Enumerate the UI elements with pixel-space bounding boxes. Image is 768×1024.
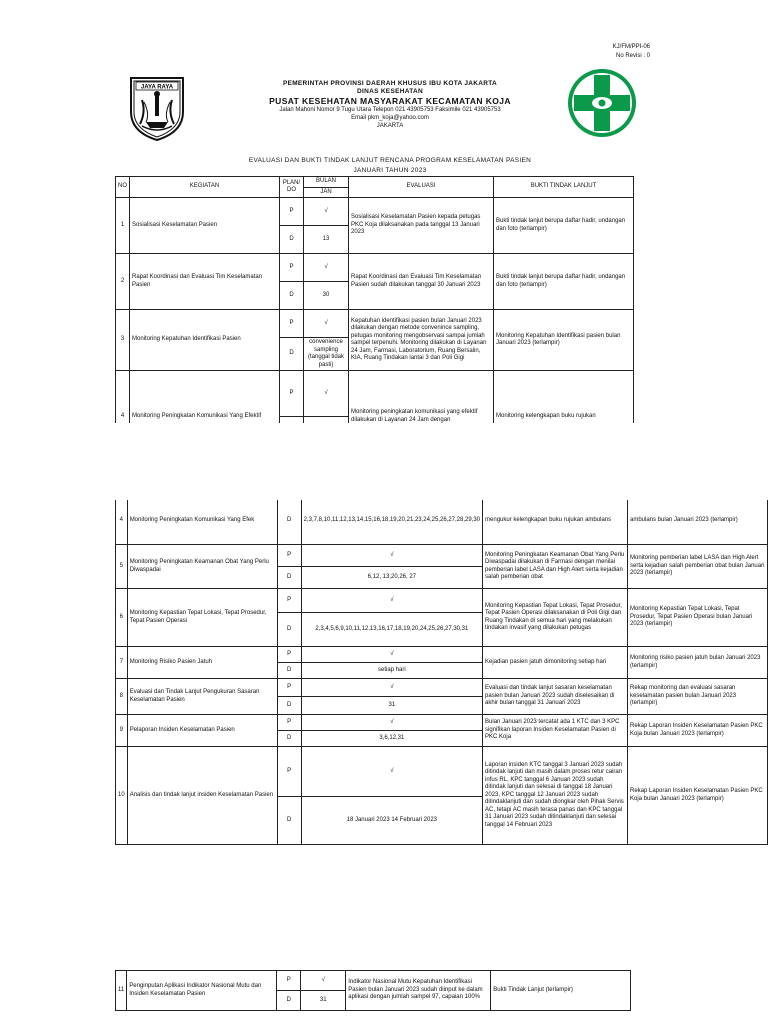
table-row — [116, 971, 631, 991]
row-evaluasi: Monitoring peningkatan komunikasi yang efektif dilakukan di Layanan 24 Jam dengan — [349, 371, 494, 424]
row-kegiatan: Monitoring Risiko Pasien Jatuh — [127, 647, 277, 679]
row-bukti: Rekap monitoring dan evaluasi sasaran keselamatan pasien bulan Januari 2023 (terlampir) — [628, 679, 768, 715]
plan-check: √ — [301, 971, 346, 991]
email: Email pkm_koja@yahoo.com — [351, 115, 429, 121]
plan-marker: P — [280, 371, 304, 417]
plan-marker: P — [277, 679, 301, 697]
row-no: 9 — [116, 715, 128, 747]
row-bukti: Bukti tindak lanjut berupa daftar hadir, undangan dan foto (terlampir) — [494, 254, 634, 310]
table-row — [116, 715, 768, 731]
evaluation-table-page-1 — [115, 176, 634, 423]
row-no: 11 — [116, 971, 127, 1011]
page-3-table-region — [0, 970, 768, 1024]
do-marker: D — [280, 338, 304, 371]
do-value: 30 — [304, 282, 349, 310]
plan-marker: P — [277, 715, 301, 731]
row-no: 10 — [116, 747, 128, 845]
title-line-1: EVALUASI DAN BUKTI TINDAK LANJUT RENCANA PROGRAM KESELAMATAN PASIEN — [248, 157, 532, 164]
plan-marker: P — [280, 254, 304, 282]
page-1-table-region — [0, 176, 768, 423]
agency-name: DINAS KESEHATAN — [356, 88, 423, 95]
row-kegiatan: Sosialisasi Keselamatan Pasien — [130, 198, 280, 254]
plan-marker: P — [277, 545, 301, 567]
plan-check: √ — [304, 254, 349, 282]
do-marker: D — [277, 797, 301, 845]
do-marker: D — [277, 613, 301, 647]
row-kegiatan: Pelaporan Insiden Keselamatan Pasien — [127, 715, 277, 747]
plan-marker: P — [277, 747, 301, 797]
do-marker: D — [277, 567, 301, 589]
plan-check: √ — [301, 647, 482, 663]
row-evaluasi: Rapat Koordinasi dan Evaluasi Tim Keselamatan Pasien sudah dilakukan tanggal 30 Januari 2023 — [349, 254, 494, 310]
row-no: 4 — [116, 371, 130, 424]
row-kegiatan: Analisis dan tindak lanjut insiden Keselamatan Pasien — [127, 747, 277, 845]
document-title — [180, 156, 600, 176]
row-bukti: Bukti tindak lanjut berupa daftar hadir, undangan dan foto (terlampir) — [494, 198, 634, 254]
plan-check: √ — [301, 589, 482, 613]
do-value: 18 Januari 2023 14 Februari 2023 — [301, 797, 482, 845]
row-evaluasi: Kejadian pasien jatuh dimonitoring setiap hari — [483, 647, 628, 679]
do-marker: D — [277, 991, 301, 1011]
address: Jalan Mahoni Nomor 9 Tugu Utara Telepon 021 43905753 Faksimile 021 43905753 — [279, 107, 501, 113]
table-row — [116, 500, 768, 545]
letterhead — [200, 80, 580, 130]
row-no: 5 — [116, 545, 128, 589]
title-line-2: JANUARI TAHUN 2023 — [353, 167, 427, 174]
row-kegiatan: Penginputan Aplikasi Indikator Nasional Mutu dan Insiden Keselamatan Pasien — [127, 971, 277, 1011]
row-bukti: Monitoring pemberian label LASA dan High Alert serta kejadian salah pemberian obat bulan Januari 2023 (terlampir) — [628, 545, 768, 589]
row-bukti: ambulans bulan Januari 2023 (terlampir) — [628, 500, 768, 545]
header-jan: JAN — [304, 187, 349, 198]
do-value: 2,3,7,8,10,11,12,13,14,15,16,18,19,20,21,23,24,25,26,27,28,29,30 — [301, 500, 482, 545]
row-bukti: Rekap Laporan Insiden Keselamatan Pasien PKC Koja bulan Januari 2023 (terlampir) — [628, 715, 768, 747]
do-value: 2,3,4,5,6,9,10,11,12,13,16,17,18,19,20,24,25,26,27,30,31 — [301, 613, 482, 647]
row-bukti: Monitoring Kepastian Tepat Lokasi, Tepat Prosedur, Tepat Pasien Operasi bulan Januari 2023 (terlampir) — [628, 589, 768, 647]
page-2-table-region — [0, 500, 768, 880]
plan-marker: P — [277, 589, 301, 613]
do-value: 6,12, 13,20,26, 27 — [301, 567, 482, 589]
row-evaluasi: Bulan Januari 2023 tercatat ada 1 KTC dan 3 KPC signifikan laporan Insiden Keselamatan Pasien di PKC Koja — [483, 715, 628, 747]
plan-check: √ — [301, 679, 482, 697]
plan-check: √ — [304, 198, 349, 226]
row-kegiatan: Evaluasi dan Tindak Lanjut Pengukuran Sasaran Keselamatan Pasien — [127, 679, 277, 715]
header-bulan: BULAN — [304, 177, 349, 188]
plan-check: √ — [304, 310, 349, 338]
do-value: convenience sampling (tanggal tidak pasti) — [304, 338, 349, 371]
row-evaluasi: Laporan insiden KTC tanggal 3 Januari 2023 sudah ditindak lanjuti dan masih dalam proses retur cairan infus RL, KPC tanggal 6 Januari 2023 sudah ditindak lanjuti dan selesai di tanggal 18 Januari 2023, KPC tanggal 12 Januari 2023 sudah ditindaklanjuti dan sudah diongkar oleh Pihak Servis AC, tetapi AC masih terasa panas dan KPC tanggal 31 Januari 2023 sudah ditindaklanjuti dan selesai tanggal 14 Februari 2023 — [483, 747, 628, 845]
city: JAKARTA — [376, 123, 404, 129]
plan-check: √ — [301, 747, 482, 797]
header-no: NO — [116, 177, 130, 198]
table-row — [116, 371, 634, 417]
row-evaluasi: Monitoring Kepastian Tepat Lokasi, Tepat Prosedur, Tepat Pasien Operasi dilaksanakan di Poli Gigi dan Ruang Tindakan di semua hari yang melakukan tindakan invasif yang dilakukan petugas — [483, 589, 628, 647]
row-bukti: Monitoring risiko pasien jatuh bulan Januari 2023 (terlampir) — [628, 647, 768, 679]
row-evaluasi: Sosialisasi Keselamatan Pasien kepada petugas PKC Koja dilaksanakan pada tanggal 13 Januari 2023 — [349, 198, 494, 254]
do-marker: D — [277, 731, 301, 747]
row-evaluasi: Indikator Nasional Mutu Kepatuhan Identifikasi Pasien bulan Januari 2023 sudah diinput ke dalam aplikasi dengan jumlah sampel 97, capaian 100% — [346, 971, 491, 1011]
logo-text: JAYA RAYA — [140, 84, 174, 91]
row-kegiatan: Monitoring Kepatuhan Identifikasi Pasien — [130, 310, 280, 371]
row-no: 2 — [116, 254, 130, 310]
row-evaluasi: Kepatuhan identifikasi pasien bulan Januari 2023 dilakukan dengan metode convenince sampling, petugas monitoring mengobservasi sampai jumlah sampel terpenuhi. Monitoring dilakukan di Layanan 24 Jam, Farmasi, Laboratorium, Ruang Bersalin, KIA, Ruang Tindakan lantai 3 dan Poli Gigi — [349, 310, 494, 371]
do-marker: D — [280, 282, 304, 310]
header-plan-do: PLAN/ DO — [280, 177, 304, 198]
do-marker: D — [277, 663, 301, 679]
do-marker: D — [277, 500, 301, 545]
plan-marker: P — [277, 971, 301, 991]
header-bukti: BUKTI TINDAK LANJUT — [494, 177, 634, 198]
do-marker: D — [277, 697, 301, 715]
row-bukti: Monitoring Kepatuhan Identifikasi pasien bulan Januari 2023 (terlampir) — [494, 310, 634, 371]
row-kegiatan: Monitoring Peningkatan Komunikasi Yang Efek — [127, 500, 277, 545]
row-no: 3 — [116, 310, 130, 371]
row-kegiatan: Rapat Koordinasi dan Evaluasi Tim Keselamatan Pasien — [130, 254, 280, 310]
table-row — [116, 254, 634, 282]
plan-check: √ — [301, 545, 482, 567]
row-kegiatan: Monitoring Kepastian Tepat Lokasi, Tepat Prosedur, Tepat Pasien Operasi — [127, 589, 277, 647]
row-no: 6 — [116, 589, 128, 647]
header-evaluasi: EVALUASI — [349, 177, 494, 198]
plan-marker: P — [277, 647, 301, 663]
do-value: 3,6,12,31 — [301, 731, 482, 747]
do-value: 31 — [301, 697, 482, 715]
row-bukti: Monitoring kelengkapan buku rujukan — [494, 371, 634, 424]
do-marker: D — [280, 226, 304, 254]
table-row — [116, 310, 634, 338]
table-row — [116, 747, 768, 797]
table-row — [116, 545, 768, 567]
evaluation-table-page-3 — [115, 970, 631, 1011]
row-bukti: Rekap Laporan Insiden Keselamatan Pasien PKC Koja bulan Januari 2023 (terlampir) — [628, 747, 768, 845]
plan-marker: P — [280, 198, 304, 226]
row-evaluasi: Monitoring Peningkatan Keamanan Obat Yang Perlu Diwaspadai dilakukan di Farmasi dengan menilai pemberian label LASA dan High Alert serta kejadian salah pemberian obat — [483, 545, 628, 589]
row-no: 8 — [116, 679, 128, 715]
table-row — [116, 647, 768, 663]
evaluation-table-page-2 — [115, 500, 768, 845]
do-value: 13 — [304, 226, 349, 254]
do-value: 31 — [301, 991, 346, 1011]
row-bukti: Bukti Tindak Lanjut (terlampir) — [491, 971, 631, 1011]
plan-check: √ — [304, 371, 349, 417]
document-code — [613, 43, 650, 61]
do-value: setiap hari — [301, 663, 482, 679]
row-no: 7 — [116, 647, 128, 679]
plan-marker: P — [280, 310, 304, 338]
row-kegiatan: Monitoring Peningkatan Keamanan Obat Yang Perlu Diwaspadai — [127, 545, 277, 589]
revision-number: No Revisi : 0 — [615, 53, 650, 59]
header-kegiatan: KEGIATAN — [130, 177, 280, 198]
institution-name: PUSAT KESEHATAN MASYARAKAT KECAMATAN KOJA — [269, 96, 511, 106]
row-no: 4 — [116, 500, 128, 545]
government-name: PEMERINTAH PROVINSI DAERAH KHUSUS IBU KOTA JAKARTA — [282, 80, 498, 87]
table-row — [116, 679, 768, 697]
plan-check: √ — [301, 715, 482, 731]
row-evaluasi: mengukur kelengkapan buku rujukan ambulans — [483, 500, 628, 545]
form-code: KJ/FM/PPI-06 — [612, 44, 650, 50]
row-kegiatan: Monitoring Peningkatan Komunikasi Yang Efektif — [130, 371, 280, 424]
table-row — [116, 198, 634, 226]
table-row — [116, 589, 768, 613]
jakarta-emblem-logo — [128, 72, 186, 142]
row-no: 1 — [116, 198, 130, 254]
row-evaluasi: Evaluasi dan tindak lanjut sasaran keselamatan pasien bulan Januari 2023 sudah diselesaikan di akhir bulan tanggal 31 Januari 2023 — [483, 679, 628, 715]
